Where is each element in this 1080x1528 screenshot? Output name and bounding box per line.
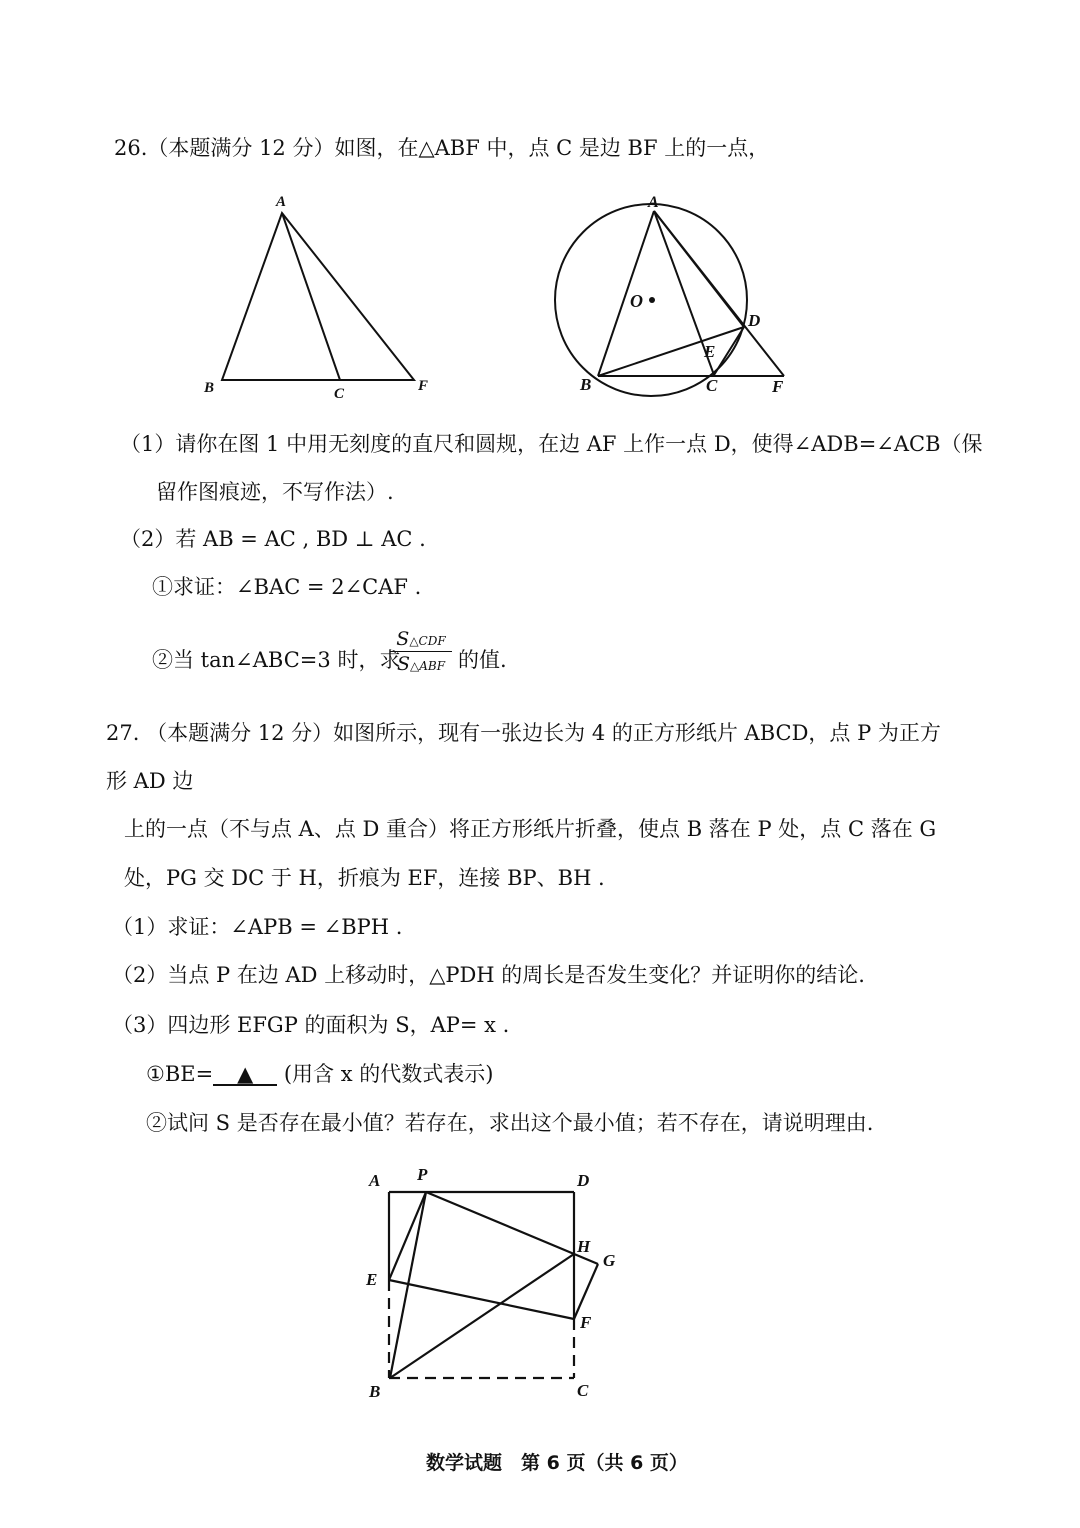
q27-part3-1-suffix: (用含 x 的代数式表示) (277, 1062, 494, 1086)
q27-line4: 处，PG 交 DC 于 H，折痕为 EF，连接 BP、BH . (124, 866, 605, 890)
fig2-label-a: A (648, 194, 659, 211)
q27-line1: 27. （本题满分 12 分）如图所示，现有一张边长为 4 的正方形纸片 ABCD，点 P 为正方 (106, 721, 941, 745)
q27-part3: （3）四边形 EFGP 的面积为 S，AP= x . (112, 1013, 510, 1037)
fig3-label-a: A (369, 1171, 381, 1190)
figure-3-dashed (389, 1280, 574, 1378)
q26-header: 26.（本题满分 12 分）如图，在△ABF 中，点 C 是边 BF 上的一点， (114, 136, 770, 160)
fig3-label-p: P (417, 1165, 428, 1184)
fraction-bar (390, 651, 452, 652)
area-ratio-fraction (390, 628, 452, 675)
q27-part1: （1）求证：∠APB = ∠BPH . (112, 915, 403, 939)
q27-part3-1-prefix: ①BE= (146, 1062, 214, 1086)
fig3-label-g: G (603, 1251, 616, 1270)
fig3-label-b: B (369, 1382, 381, 1401)
q26-part2-1: ①求证：∠BAC = 2∠CAF . (152, 575, 422, 599)
q27-line3: 上的一点（不与点 A、点 D 重合）将正方形纸片折叠，使点 B 落在 P 处，点 C 落在 G (124, 817, 937, 841)
frac-denominator: S (396, 653, 410, 675)
fig1-label-c: C (334, 386, 345, 402)
frac-numerator-sub: △CDF (409, 634, 446, 648)
q26-part2-2-prefix: ②当 tan∠ABC=3 时，求 (152, 648, 401, 672)
segment-ac (282, 213, 340, 380)
figure-2 (555, 204, 784, 396)
frac-numerator: S (396, 628, 410, 650)
page-footer: 数学试题 第 6 页（共 6 页） (426, 1452, 688, 1474)
q26-part2-2-suffix: 的值. (458, 648, 507, 672)
fig1-label-a: A (276, 194, 287, 210)
fig1-label-b: B (204, 380, 215, 396)
q26-part1-line2: 留作图痕迹，不写作法）. (156, 480, 394, 504)
q27-part3-2: ②试问 S 是否存在最小值？若存在，求出这个最小值；若不存在，请说明理由. (146, 1111, 874, 1135)
fig3-label-e: E (366, 1270, 378, 1289)
fig2-label-c: C (706, 376, 718, 395)
figure-1 (222, 213, 414, 380)
fig3-label-f: F (580, 1313, 592, 1332)
q27-part3-1 (146, 1062, 493, 1088)
fig3-label-d: D (577, 1171, 590, 1190)
figure-3 (389, 1192, 598, 1378)
triangle-abf (222, 213, 414, 380)
frac-denominator-sub: △ABF (409, 659, 446, 673)
fig2-label-f: F (772, 377, 784, 396)
fig2-label-o: O (630, 291, 643, 311)
q26-part1-line1: （1）请你在图 1 中用无刻度的直尺和圆规，在边 AF 上作一点 D，使得∠ADB=∠ACB（保 (120, 432, 983, 456)
fig2-label-b: B (580, 375, 592, 394)
answer-blank[interactable]: ▲ (213, 1062, 277, 1086)
fig3-label-c: C (577, 1381, 589, 1400)
fig2-label-e: E (704, 342, 716, 361)
fig1-label-f: F (418, 378, 429, 394)
fig2-label-d: D (748, 311, 761, 330)
q26-part2: （2）若 AB = AC , BD ⊥ AC . (120, 527, 426, 551)
center-o-dot (649, 297, 655, 303)
q27-line2: 形 AD 边 (106, 769, 194, 793)
q27-part2: （2）当点 P 在边 AD 上移动时，△PDH 的周长是否发生变化？并证明你的结论. (112, 963, 865, 987)
fig3-label-h: H (577, 1237, 591, 1256)
